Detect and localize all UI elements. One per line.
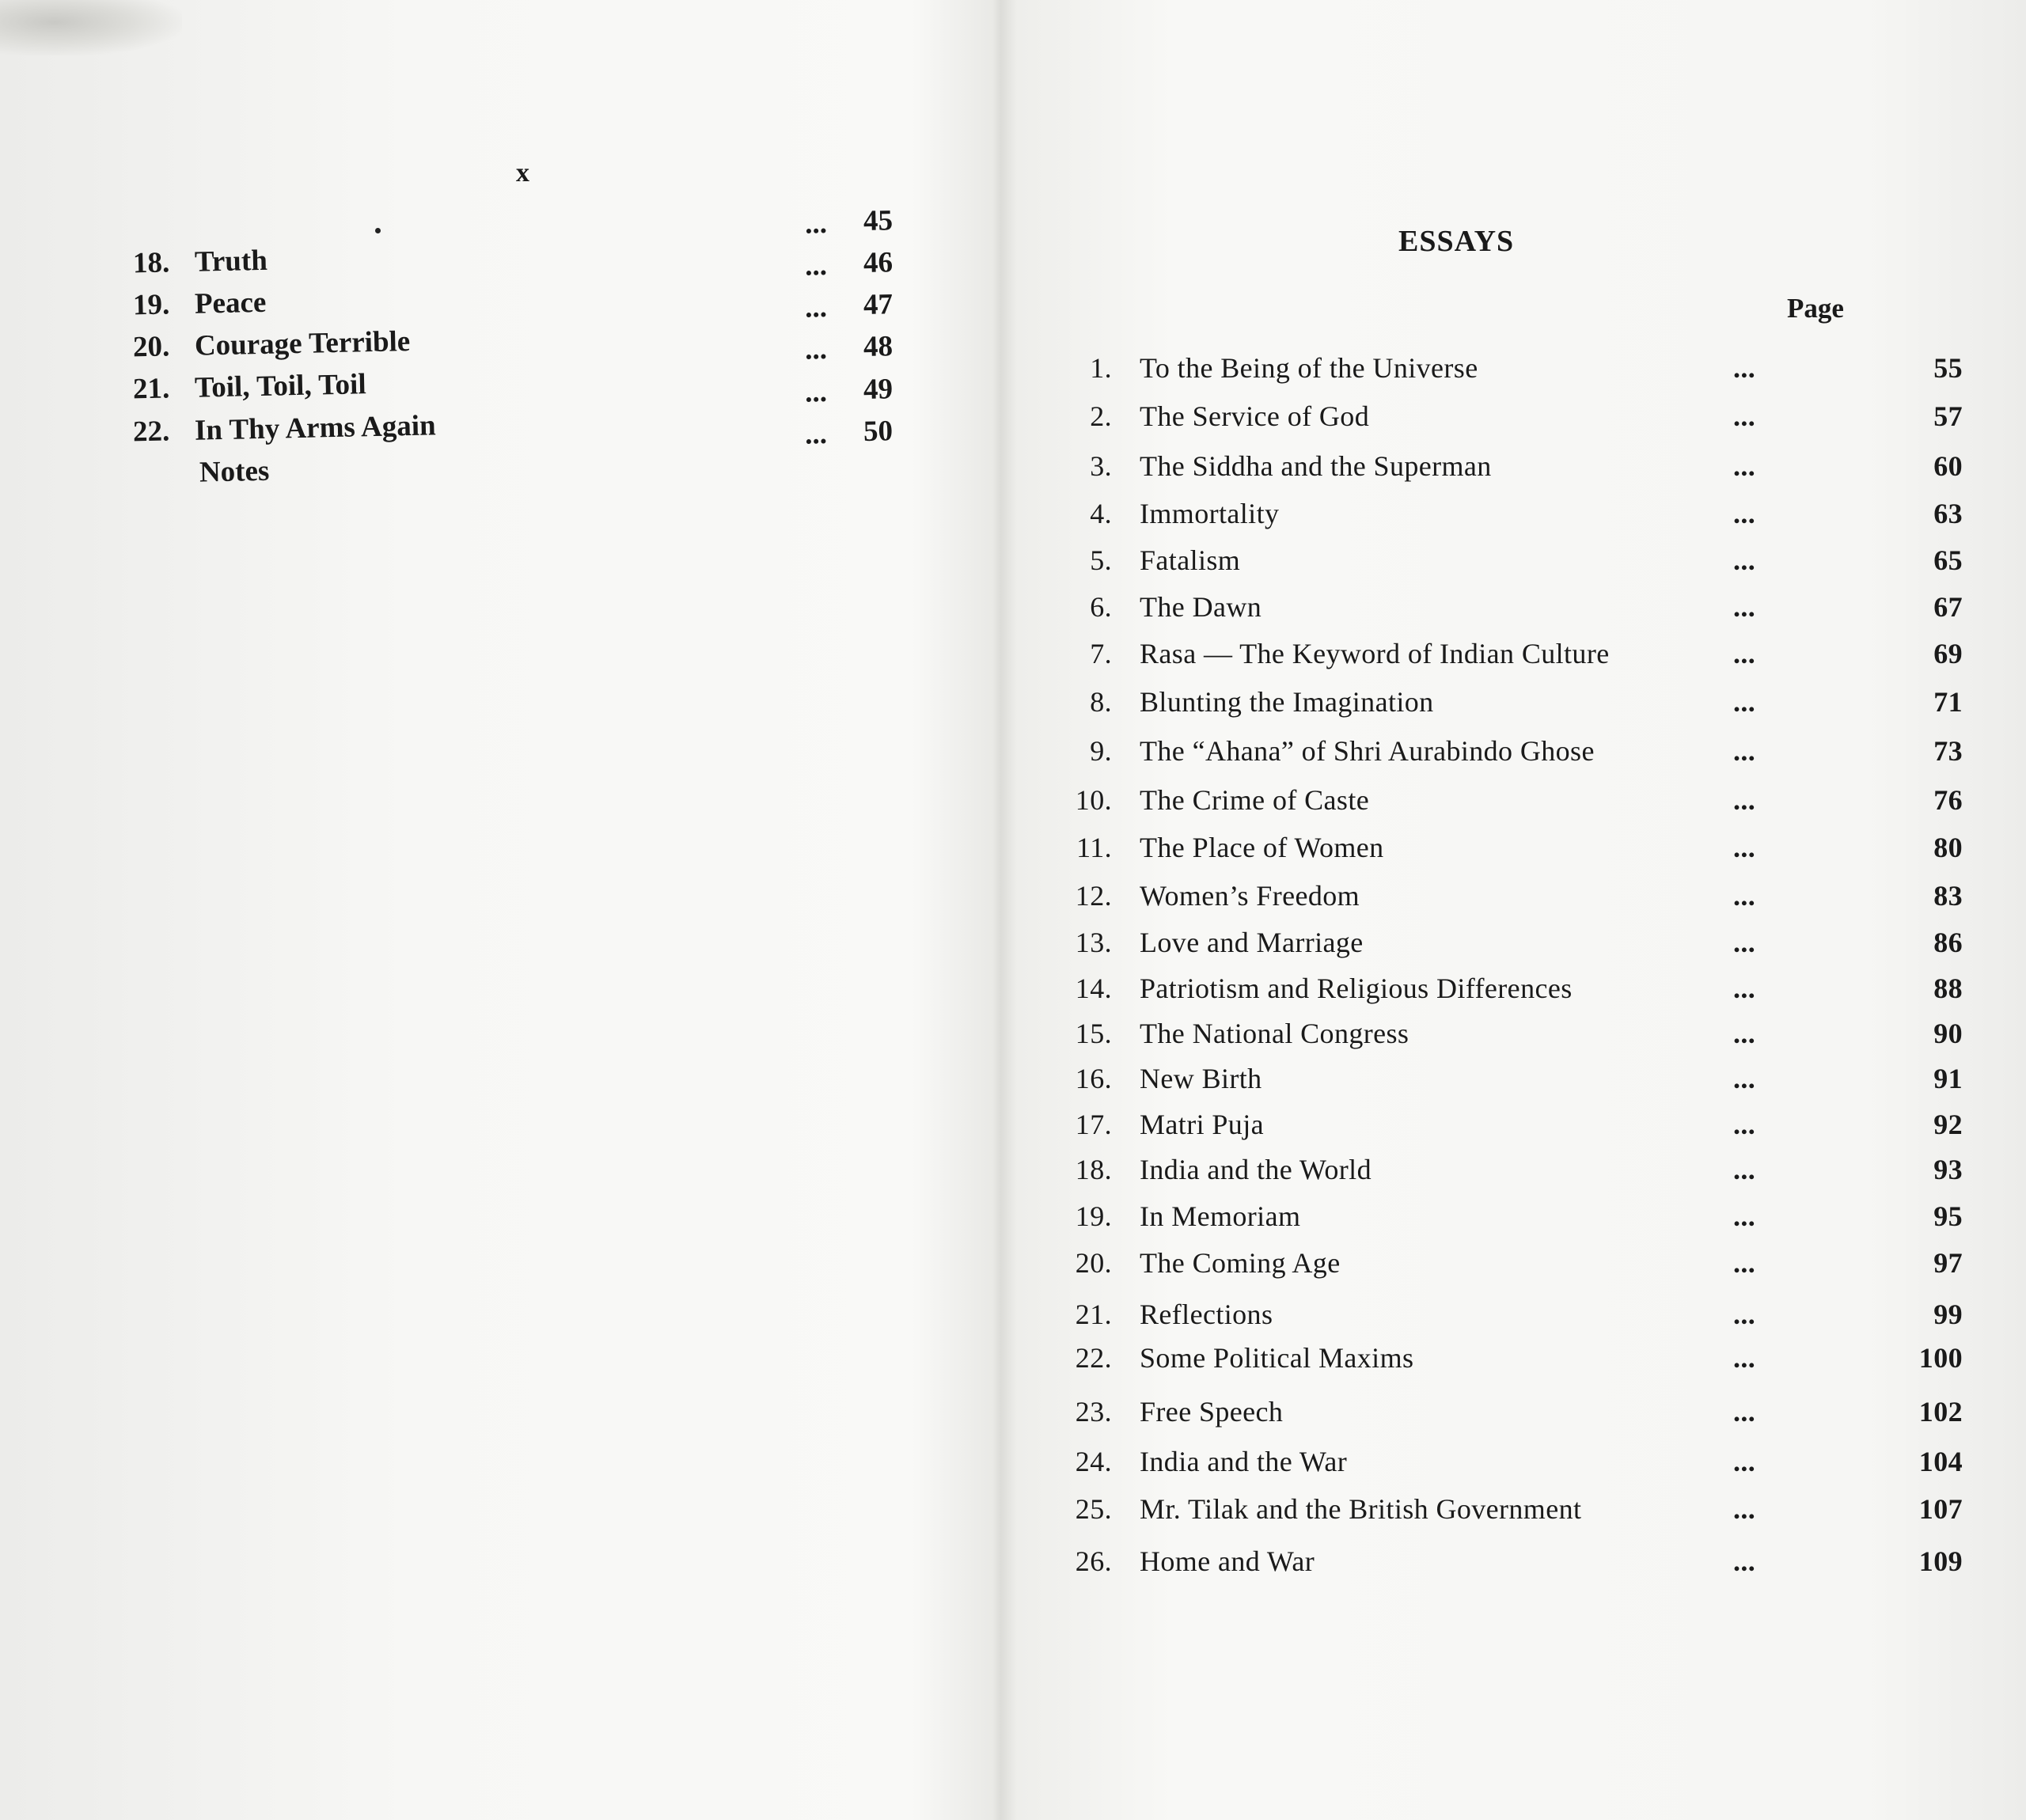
entry-leader-dots: ... (1733, 400, 1756, 432)
entry-number: 17. (1075, 1109, 1112, 1140)
entry-title: Mr. Tilak and the British Government (1140, 1493, 1582, 1525)
entry-number: 21. (132, 372, 170, 406)
entry-leader-dots: ... (1733, 1545, 1756, 1577)
entry-title: Women’s Freedom (1140, 880, 1360, 912)
entry-page-number: 65 (1933, 544, 1963, 576)
toc-entry (997, 879, 2026, 923)
entry-page-number: 47 (863, 288, 893, 322)
entry-leader-dots: ... (1733, 352, 1756, 384)
entry-number: 24. (1075, 1446, 1112, 1477)
entry-leader-dots: ... (1733, 1200, 1756, 1232)
entry-leader-dots: ... (804, 290, 828, 324)
entry-title: New Birth (1140, 1063, 1262, 1094)
toc-entry (997, 685, 2026, 730)
entry-page-number: 76 (1933, 784, 1963, 816)
entry-leader-dots: ... (1733, 686, 1756, 718)
entry-leader-dots: ... (1733, 1396, 1756, 1428)
toc-entry (997, 449, 2026, 494)
entry-title: The Place of Women (1140, 832, 1384, 863)
entry-leader-dots: ... (1733, 1063, 1756, 1094)
entry-number: 18. (132, 246, 170, 280)
entry-title: The Dawn (1140, 591, 1262, 623)
entry-leader-dots: ... (1733, 880, 1756, 912)
entry-title: Peace (194, 286, 267, 320)
entry-page-number: 83 (1933, 880, 1963, 912)
entry-page-number: 107 (1918, 1493, 1963, 1525)
toc-entry (997, 926, 2026, 970)
toc-entry (997, 783, 2026, 828)
toc-entry (997, 831, 2026, 875)
entry-title: Courage Terrible (194, 325, 411, 362)
entry-page-number: 95 (1933, 1200, 1963, 1232)
toc-entry (997, 1545, 2026, 1589)
entry-number: 22. (132, 415, 170, 449)
entry-number: 8. (1090, 686, 1112, 718)
entry-page-number: 100 (1918, 1342, 1963, 1374)
toc-entry (997, 590, 2026, 635)
entry-title: Blunting the Imagination (1140, 686, 1434, 718)
entry-title: To the Being of the Universe (1140, 352, 1478, 384)
entry-number: 19. (132, 288, 170, 322)
toc-entry (997, 1246, 2026, 1291)
toc-entry (997, 1395, 2026, 1439)
entry-leader-dots: ... (1733, 1493, 1756, 1525)
entry-leader-dots: ... (1733, 591, 1756, 623)
right-page (997, 0, 2026, 1820)
entry-page-number: 48 (863, 330, 893, 364)
section-heading: ESSAYS (1398, 225, 1515, 258)
entry-leader-dots: ... (1733, 1109, 1756, 1140)
page-folio: x (516, 158, 529, 188)
entry-number: 6. (1090, 591, 1112, 623)
entry-number: 15. (1075, 1018, 1112, 1049)
entry-leader-dots: ... (1733, 450, 1756, 482)
entry-number: 2. (1090, 400, 1112, 432)
toc-entry (997, 1062, 2026, 1106)
toc-entry (997, 1341, 2026, 1386)
entry-leader-dots: ... (804, 332, 828, 366)
entry-page-number: 49 (863, 373, 893, 407)
entry-number: 19. (1075, 1200, 1112, 1232)
entry-title: Reflections (1140, 1299, 1273, 1330)
entry-title: The Siddha and the Superman (1140, 450, 1492, 482)
toc-entry (997, 544, 2026, 588)
entry-page-number: 69 (1933, 638, 1963, 669)
toc-entry (997, 497, 2026, 541)
entry-leader-dots: ... (1733, 1247, 1756, 1279)
entry-number: 11. (1076, 832, 1112, 863)
entry-number: 3. (1090, 450, 1112, 482)
entry-page-number: 60 (1933, 450, 1963, 482)
entry-title: The National Congress (1140, 1018, 1409, 1049)
entry-page-number: 99 (1933, 1299, 1963, 1330)
entry-page-number: 55 (1933, 352, 1963, 384)
entry-leader-dots: ... (1733, 1299, 1756, 1330)
entry-title: In Thy Arms Again (194, 409, 437, 447)
toc-entry (997, 351, 2026, 396)
entry-page-number: 80 (1933, 832, 1963, 863)
entry-title: Fatalism (1140, 544, 1241, 576)
entry-title: Free Speech (1140, 1396, 1284, 1428)
entry-leader-dots: ... (1733, 498, 1756, 529)
entry-page-number: 71 (1933, 686, 1963, 718)
toc-entry (997, 400, 2026, 444)
entry-page-number: 97 (1933, 1247, 1963, 1279)
toc-entry (997, 734, 2026, 779)
entry-title: Rasa — The Keyword of Indian Culture (1140, 638, 1610, 669)
entry-number: 26. (1075, 1545, 1112, 1577)
entry-number: 10. (1075, 784, 1112, 816)
entry-title: The “Ahana” of Shri Aurabindo Ghose (1140, 735, 1595, 767)
toc-entry (997, 1298, 2026, 1342)
entry-leader-dots: ... (1733, 832, 1756, 863)
entry-number: 18. (1075, 1154, 1112, 1185)
entry-title: The Service of God (1140, 400, 1370, 432)
entry-number: 25. (1075, 1493, 1112, 1525)
entry-number: 22. (1075, 1342, 1112, 1374)
page-column-label: Page (1787, 293, 1844, 324)
entry-leader-dots: ... (1733, 1342, 1756, 1374)
entry-title: In Memoriam (1140, 1200, 1301, 1232)
entry-page-number: 46 (863, 246, 893, 280)
entry-page-number: 109 (1918, 1545, 1963, 1577)
entry-leader-dots: ... (1733, 1154, 1756, 1185)
toc-entry (997, 1017, 2026, 1061)
toc-entry (997, 1153, 2026, 1197)
entry-page-number: 67 (1933, 591, 1963, 623)
stray-ink-dot (375, 228, 381, 233)
entry-leader-dots: ... (804, 248, 828, 282)
entry-page-number: 91 (1933, 1063, 1963, 1094)
entry-number: 9. (1090, 735, 1112, 767)
entry-number: 4. (1090, 498, 1112, 529)
toc-entry (997, 972, 2026, 1016)
entry-title: Patriotism and Religious Differences (1140, 973, 1573, 1004)
entry-number: 14. (1075, 973, 1112, 1004)
toc-entry (997, 1108, 2026, 1152)
entry-page-number: 90 (1933, 1018, 1963, 1049)
entry-leader-dots: ... (1733, 1446, 1756, 1477)
entry-page-number: 50 (863, 415, 893, 449)
entry-title: Matri Puja (1140, 1109, 1264, 1140)
toc-entry (997, 1200, 2026, 1244)
entry-page-number: 93 (1933, 1154, 1963, 1185)
entry-title: Love and Marriage (1140, 927, 1364, 958)
entry-page-number: 88 (1933, 973, 1963, 1004)
entry-title: India and the World (1140, 1154, 1372, 1185)
entry-leader-dots: ... (804, 375, 828, 409)
entry-page-number: 104 (1918, 1446, 1963, 1477)
entry-number: 13. (1075, 927, 1112, 958)
toc-entry (997, 1492, 2026, 1537)
entry-page-number: 63 (1933, 498, 1963, 529)
entry-page-number: 86 (1933, 927, 1963, 958)
entry-title: Truth (194, 244, 268, 279)
entry-title: The Coming Age (1140, 1247, 1341, 1279)
entry-leader-dots: ... (1733, 784, 1756, 816)
entry-leader-dots: ... (804, 417, 828, 451)
entry-number: 12. (1075, 880, 1112, 912)
toc-entry (997, 1445, 2026, 1489)
entry-number: 5. (1090, 544, 1112, 576)
entry-title: Toil, Toil, Toil (194, 368, 367, 404)
left-page (0, 0, 973, 1820)
entry-leader-dots: ... (1733, 927, 1756, 958)
entry-page-number: 92 (1933, 1109, 1963, 1140)
entry-page-number: 45 (863, 204, 893, 238)
toc-entry (997, 637, 2026, 681)
entry-page-number: 73 (1933, 735, 1963, 767)
entry-leader-dots: ... (1733, 973, 1756, 1004)
entry-title: Notes (199, 454, 270, 489)
entry-title: Some Political Maxims (1140, 1342, 1414, 1374)
entry-number: 20. (1075, 1247, 1112, 1279)
entry-number: 16. (1075, 1063, 1112, 1094)
entry-leader-dots: ... (804, 207, 828, 241)
entry-title: India and the War (1140, 1446, 1348, 1477)
entry-leader-dots: ... (1733, 638, 1756, 669)
entry-title: Home and War (1140, 1545, 1315, 1577)
entry-number: 1. (1090, 352, 1112, 384)
entry-number: 23. (1075, 1396, 1112, 1428)
entry-page-number: 57 (1933, 400, 1963, 432)
entry-page-number: 102 (1918, 1396, 1963, 1428)
entry-leader-dots: ... (1733, 1018, 1756, 1049)
entry-number: 20. (132, 330, 170, 364)
entry-leader-dots: ... (1733, 735, 1756, 767)
entry-number: 21. (1075, 1299, 1112, 1330)
entry-leader-dots: ... (1733, 544, 1756, 576)
entry-title: The Crime of Caste (1140, 784, 1370, 816)
entry-number: 7. (1090, 638, 1112, 669)
entry-title: Immortality (1140, 498, 1280, 529)
